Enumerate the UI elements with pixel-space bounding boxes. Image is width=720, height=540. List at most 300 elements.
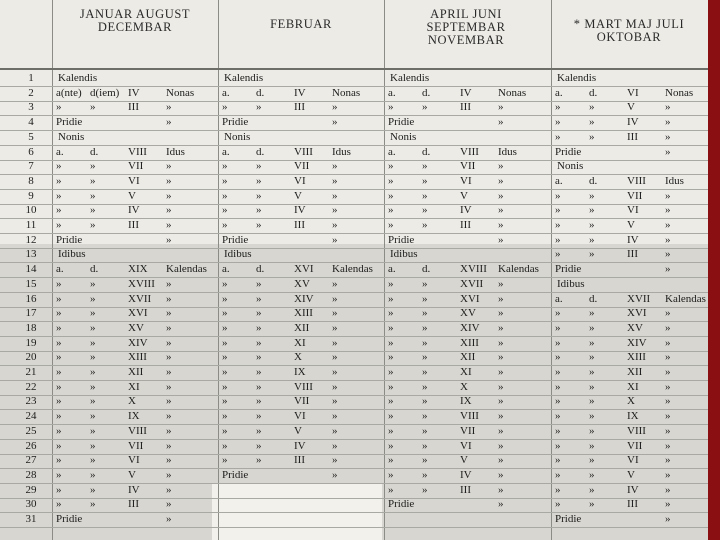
day-cell-text: » [388, 321, 394, 334]
day-cell-text: a(nte) [56, 86, 82, 99]
day-cell-text: Idibus [58, 248, 86, 261]
day-cell-text: » [222, 336, 228, 349]
day-cell-text: » [166, 292, 172, 305]
day-cell-text: » [388, 204, 394, 217]
day-cell-text: a. [222, 263, 230, 276]
day-cell-text: » [665, 336, 671, 349]
day-cell-text: XVI [627, 307, 647, 320]
day-cell-text: XI [294, 336, 306, 349]
day-cell-text: IV [627, 483, 639, 496]
day-cell-text: » [222, 395, 228, 408]
day-cell-text: » [56, 160, 62, 173]
day-cell-text: » [56, 204, 62, 217]
day-cell-text: VII [460, 424, 476, 437]
row-number: 1 [28, 72, 34, 84]
row-rule [0, 130, 708, 131]
day-cell-text: » [422, 454, 428, 467]
day-cell-text: » [56, 351, 62, 364]
day-cell-text: » [388, 454, 394, 467]
day-cell-text: » [665, 321, 671, 334]
day-cell-text: » [90, 366, 96, 378]
header-text: FEBRUAR [270, 17, 332, 31]
day-cell-text: » [498, 468, 504, 481]
day-cell-text: » [589, 219, 595, 231]
day-cell-text: XI [128, 380, 140, 393]
day-cell-text: IX [294, 366, 306, 378]
day-cell-text: IV [460, 204, 472, 217]
row-number: 12 [25, 233, 37, 246]
row-number: 18 [25, 321, 37, 334]
day-cell-text: XV [128, 321, 144, 334]
row-rule [0, 380, 708, 381]
day-cell-text: Pridie [555, 513, 582, 525]
day-cell-text: » [555, 454, 561, 467]
row-number: 15 [25, 277, 37, 290]
day-cell-text: » [90, 174, 96, 187]
day-cell-text: » [498, 439, 504, 452]
row-rule [0, 512, 708, 513]
day-cell-text: VI [294, 410, 306, 423]
day-cell-text: X [627, 395, 635, 408]
day-cell-text: IV [128, 86, 140, 99]
row-number: 17 [25, 307, 37, 320]
day-cell-text: XII [128, 366, 144, 378]
day-cell-text: » [90, 321, 96, 334]
row-rule [0, 454, 708, 455]
day-cell-text: » [498, 160, 504, 173]
day-cell-text: » [222, 160, 228, 173]
day-cell-text: » [332, 410, 338, 423]
day-cell-text: » [332, 366, 338, 378]
day-cell-text: » [222, 380, 228, 393]
day-cell-text: » [665, 380, 671, 393]
row-number: 29 [25, 483, 37, 496]
day-cell-text: III [294, 454, 305, 467]
row-number: 21 [25, 366, 37, 378]
day-cell-text: X [128, 395, 136, 408]
day-cell-text: VI [627, 86, 639, 99]
day-cell-text: XIII [294, 307, 313, 320]
day-cell-text: a. [56, 145, 64, 158]
day-cell-text: XV [627, 321, 643, 334]
day-cell-text: » [166, 366, 172, 378]
day-cell-text: » [589, 410, 595, 423]
day-cell-text: IV [460, 468, 472, 481]
day-cell-text: Idus [665, 174, 684, 187]
day-cell-text: » [665, 454, 671, 467]
day-cell-text: » [256, 101, 262, 114]
day-cell-text: » [332, 351, 338, 364]
day-cell-text: » [256, 380, 262, 393]
row-rule [0, 218, 708, 219]
day-cell-text: V [128, 468, 136, 481]
day-cell-text: » [422, 468, 428, 481]
day-cell-text: VII [128, 160, 144, 173]
day-cell-text: VI [627, 454, 639, 467]
day-cell-text: » [555, 410, 561, 423]
day-cell-text: » [422, 366, 428, 378]
row-rule [0, 145, 708, 146]
row-number: 2 [28, 86, 34, 99]
day-cell-text: » [422, 410, 428, 423]
day-cell-text: Nonis [224, 130, 251, 143]
day-cell-text: d. [90, 145, 99, 158]
day-cell-text: » [332, 116, 338, 129]
day-cell-text: a. [56, 263, 64, 276]
day-cell-text: » [498, 116, 504, 129]
day-cell-text: V [627, 101, 635, 114]
row-rule [0, 395, 708, 396]
day-cell-text: » [388, 189, 394, 202]
header-januar-august-decembar [56, 8, 214, 34]
day-cell-text: » [498, 410, 504, 423]
column-divider [52, 0, 53, 540]
day-cell-text: » [388, 101, 394, 114]
row-number: 30 [25, 498, 37, 511]
day-cell-text: » [56, 366, 62, 378]
day-cell-text: » [256, 454, 262, 467]
day-cell-text: » [166, 395, 172, 408]
day-cell-text: Kalendis [390, 72, 430, 84]
day-cell-text: » [332, 292, 338, 305]
row-rule [0, 204, 708, 205]
day-cell-text: Kalendas [332, 263, 373, 276]
header-mart-maj-juli-oktobar [570, 18, 688, 44]
column-divider [384, 0, 385, 540]
day-cell-text: » [555, 321, 561, 334]
day-cell-text: Kalendis [557, 72, 597, 84]
day-cell-text: V [460, 189, 468, 202]
day-cell-text: » [90, 219, 96, 231]
day-cell-text: » [166, 380, 172, 393]
day-cell-text: XVI [460, 292, 480, 305]
day-cell-text: » [589, 351, 595, 364]
header-text: * MART MAJ JULI OKTOBAR [573, 17, 685, 44]
row-rule [0, 409, 708, 410]
day-cell-text: XI [460, 366, 472, 378]
day-cell-text: » [589, 204, 595, 217]
day-cell-text: » [56, 292, 62, 305]
day-cell-text: » [222, 351, 228, 364]
day-cell-text: » [589, 439, 595, 452]
row-number: 14 [25, 263, 37, 276]
day-cell-text: Pridie [56, 233, 83, 246]
row-rule [0, 527, 708, 528]
day-cell-text: » [332, 160, 338, 173]
day-cell-text: IV [294, 86, 306, 99]
day-cell-text: d. [589, 174, 598, 187]
day-cell-text: » [222, 277, 228, 290]
row-rule [0, 174, 708, 175]
day-cell-text: » [388, 366, 394, 378]
day-cell-text: » [166, 321, 172, 334]
day-cell-text: » [422, 483, 428, 496]
day-cell-text: VII [460, 160, 476, 173]
day-cell-text: III [627, 130, 638, 143]
day-cell-text: Pridie [222, 116, 249, 129]
day-cell-text: Idus [498, 145, 517, 158]
day-cell-text: » [90, 277, 96, 290]
day-cell-text: » [90, 307, 96, 320]
day-cell-text: » [665, 410, 671, 423]
day-cell-text: » [498, 380, 504, 393]
day-cell-text: » [498, 395, 504, 408]
row-number: 24 [25, 410, 37, 423]
header-text: APRIL JUNI SEPTEMBAR NOVEMBAR [426, 7, 506, 47]
row-rule [0, 468, 708, 469]
day-cell-text: Idibus [557, 277, 585, 290]
day-cell-text: » [665, 439, 671, 452]
day-cell-text: V [460, 454, 468, 467]
day-cell-text: » [166, 160, 172, 173]
day-cell-text: » [498, 219, 504, 231]
day-cell-text: Nonas [498, 86, 527, 99]
day-cell-text: » [56, 468, 62, 481]
day-cell-text: » [422, 292, 428, 305]
day-cell-text: XVII [460, 277, 484, 290]
day-cell-text: » [256, 160, 262, 173]
day-cell-text: » [665, 189, 671, 202]
row-number: 10 [25, 204, 37, 217]
day-cell-text: » [388, 351, 394, 364]
day-cell-text: » [90, 468, 96, 481]
day-cell-text: Pridie [388, 498, 415, 511]
day-cell-text: IX [128, 410, 140, 423]
row-rule [0, 336, 708, 337]
day-cell-text: » [498, 366, 504, 378]
row-number: 3 [28, 101, 34, 114]
row-rule [0, 483, 708, 484]
row-rule [0, 498, 708, 499]
day-cell-text: » [388, 174, 394, 187]
day-cell-text: » [498, 424, 504, 437]
day-cell-text: Idus [166, 145, 185, 158]
day-cell-text: » [388, 336, 394, 349]
day-cell-text: » [332, 219, 338, 231]
day-cell-text: » [555, 116, 561, 129]
day-cell-text: » [56, 174, 62, 187]
column-divider [218, 0, 219, 540]
day-cell-text: » [665, 248, 671, 261]
day-cell-text: » [498, 336, 504, 349]
day-cell-text: Idibus [390, 248, 418, 261]
day-cell-text: » [555, 336, 561, 349]
day-cell-text: » [388, 380, 394, 393]
day-cell-text: » [166, 189, 172, 202]
day-cell-text: » [498, 292, 504, 305]
day-cell-text: » [166, 454, 172, 467]
day-cell-text: » [589, 483, 595, 496]
day-cell-text: » [332, 277, 338, 290]
day-cell-text: » [166, 116, 172, 129]
row-number: 23 [25, 395, 37, 408]
day-cell-text: » [332, 233, 338, 246]
day-cell-text: » [222, 424, 228, 437]
day-cell-text: » [256, 189, 262, 202]
day-cell-text: » [589, 380, 595, 393]
day-cell-text: Nonis [557, 160, 584, 173]
day-cell-text: » [388, 410, 394, 423]
day-cell-text: » [90, 498, 96, 511]
day-cell-text: » [222, 321, 228, 334]
day-cell-text: » [332, 336, 338, 349]
day-cell-text: Kalendis [58, 72, 98, 84]
day-cell-text: » [256, 366, 262, 378]
day-cell-text: d. [256, 263, 265, 276]
day-cell-text: » [332, 454, 338, 467]
day-cell-text: » [498, 307, 504, 320]
day-cell-text: XIV [128, 336, 148, 349]
day-cell-text: » [256, 204, 262, 217]
day-cell-text: XVII [128, 292, 152, 305]
day-cell-text: X [460, 380, 468, 393]
day-cell-text: VIII [460, 145, 479, 158]
day-cell-text: » [665, 513, 671, 525]
row-rule [0, 351, 708, 352]
day-cell-text: XVI [128, 307, 148, 320]
day-cell-text: » [388, 277, 394, 290]
day-cell-text: » [56, 380, 62, 393]
day-cell-text: » [555, 351, 561, 364]
day-cell-text: » [90, 380, 96, 393]
row-number: 20 [25, 351, 37, 364]
day-cell-text: VI [128, 174, 140, 187]
day-cell-text: » [498, 321, 504, 334]
day-cell-text: » [332, 395, 338, 408]
day-cell-text: » [166, 410, 172, 423]
day-cell-text: XIX [128, 263, 148, 276]
day-cell-text: d. [422, 86, 431, 99]
day-cell-text: » [589, 130, 595, 143]
day-cell-text: » [332, 321, 338, 334]
day-cell-text: » [422, 380, 428, 393]
day-cell-text: » [498, 204, 504, 217]
day-cell-text: » [388, 395, 394, 408]
row-number: 19 [25, 336, 37, 349]
day-cell-text: VIII [294, 145, 313, 158]
day-cell-text: VI [294, 174, 306, 187]
day-cell-text: d(iem) [90, 86, 120, 99]
day-cell-text: » [56, 410, 62, 423]
day-cell-text: » [166, 219, 172, 231]
day-cell-text: » [665, 424, 671, 437]
row-number: 6 [28, 145, 34, 158]
row-number: 28 [25, 468, 37, 481]
day-cell-text: » [422, 160, 428, 173]
day-cell-text: » [422, 204, 428, 217]
day-cell-text: » [90, 439, 96, 452]
row-number: 26 [25, 439, 37, 452]
day-cell-text: » [256, 395, 262, 408]
day-cell-text: » [222, 174, 228, 187]
day-cell-text: » [665, 116, 671, 129]
day-cell-text: IX [627, 410, 639, 423]
day-cell-text: » [166, 336, 172, 349]
day-cell-text: XVII [627, 292, 651, 305]
day-cell-text: » [589, 366, 595, 378]
day-cell-text: Pridie [222, 468, 249, 481]
day-cell-text: » [90, 424, 96, 437]
day-cell-text: » [589, 468, 595, 481]
row-rule [0, 160, 708, 161]
day-cell-text: » [256, 292, 262, 305]
day-cell-text: » [589, 101, 595, 114]
day-cell-text: » [589, 248, 595, 261]
day-cell-text: » [498, 233, 504, 246]
day-cell-text: » [422, 101, 428, 114]
day-cell-text: » [665, 145, 671, 158]
day-cell-text: » [90, 351, 96, 364]
day-cell-text: VI [627, 204, 639, 217]
day-cell-text: » [90, 101, 96, 114]
day-cell-text: a. [555, 174, 563, 187]
day-cell-text: » [166, 439, 172, 452]
day-cell-text: » [56, 101, 62, 114]
day-cell-text: » [166, 498, 172, 511]
day-cell-text: Kalendas [498, 263, 539, 276]
day-cell-text: IV [294, 439, 306, 452]
day-cell-text: » [589, 498, 595, 511]
day-cell-text: » [388, 483, 394, 496]
row-number: 11 [25, 219, 37, 231]
day-cell-text: » [665, 366, 671, 378]
day-cell-text: Pridie [555, 263, 582, 276]
day-cell-text: » [589, 233, 595, 246]
day-cell-text: » [555, 366, 561, 378]
day-cell-text: » [422, 174, 428, 187]
day-cell-text: » [256, 321, 262, 334]
day-cell-text: » [555, 424, 561, 437]
day-cell-text: XII [460, 351, 476, 364]
row-number: 31 [25, 513, 37, 525]
day-cell-text: XIII [128, 351, 147, 364]
day-cell-text: » [166, 204, 172, 217]
day-cell-text: VIII [460, 410, 479, 423]
day-cell-text: » [166, 174, 172, 187]
day-cell-text: Pridie [555, 145, 582, 158]
day-cell-text: » [332, 380, 338, 393]
day-cell-text: » [90, 189, 96, 202]
day-cell-text: III [294, 101, 305, 114]
day-cell-text: » [166, 351, 172, 364]
day-cell-text: » [422, 307, 428, 320]
day-cell-text: » [56, 336, 62, 349]
day-cell-text: V [294, 424, 302, 437]
day-cell-text: Nonas [166, 86, 195, 99]
day-cell-text: a. [388, 86, 396, 99]
row-number: 16 [25, 292, 37, 305]
day-cell-text: » [256, 439, 262, 452]
day-cell-text: » [90, 292, 96, 305]
row-rule [0, 233, 708, 234]
day-cell-text: » [90, 410, 96, 423]
day-cell-text: » [332, 101, 338, 114]
day-cell-text: IV [460, 86, 472, 99]
day-cell-text: » [555, 233, 561, 246]
day-cell-text: » [422, 424, 428, 437]
day-cell-text: d. [589, 86, 598, 99]
day-cell-text: VII [627, 189, 643, 202]
row-rule [0, 321, 708, 322]
day-cell-text: V [294, 189, 302, 202]
day-cell-text: » [222, 204, 228, 217]
row-number: 25 [25, 424, 37, 437]
day-cell-text: » [498, 351, 504, 364]
day-cell-text: » [90, 395, 96, 408]
day-cell-text: » [589, 307, 595, 320]
day-cell-text: » [222, 439, 228, 452]
day-cell-text: » [256, 307, 262, 320]
